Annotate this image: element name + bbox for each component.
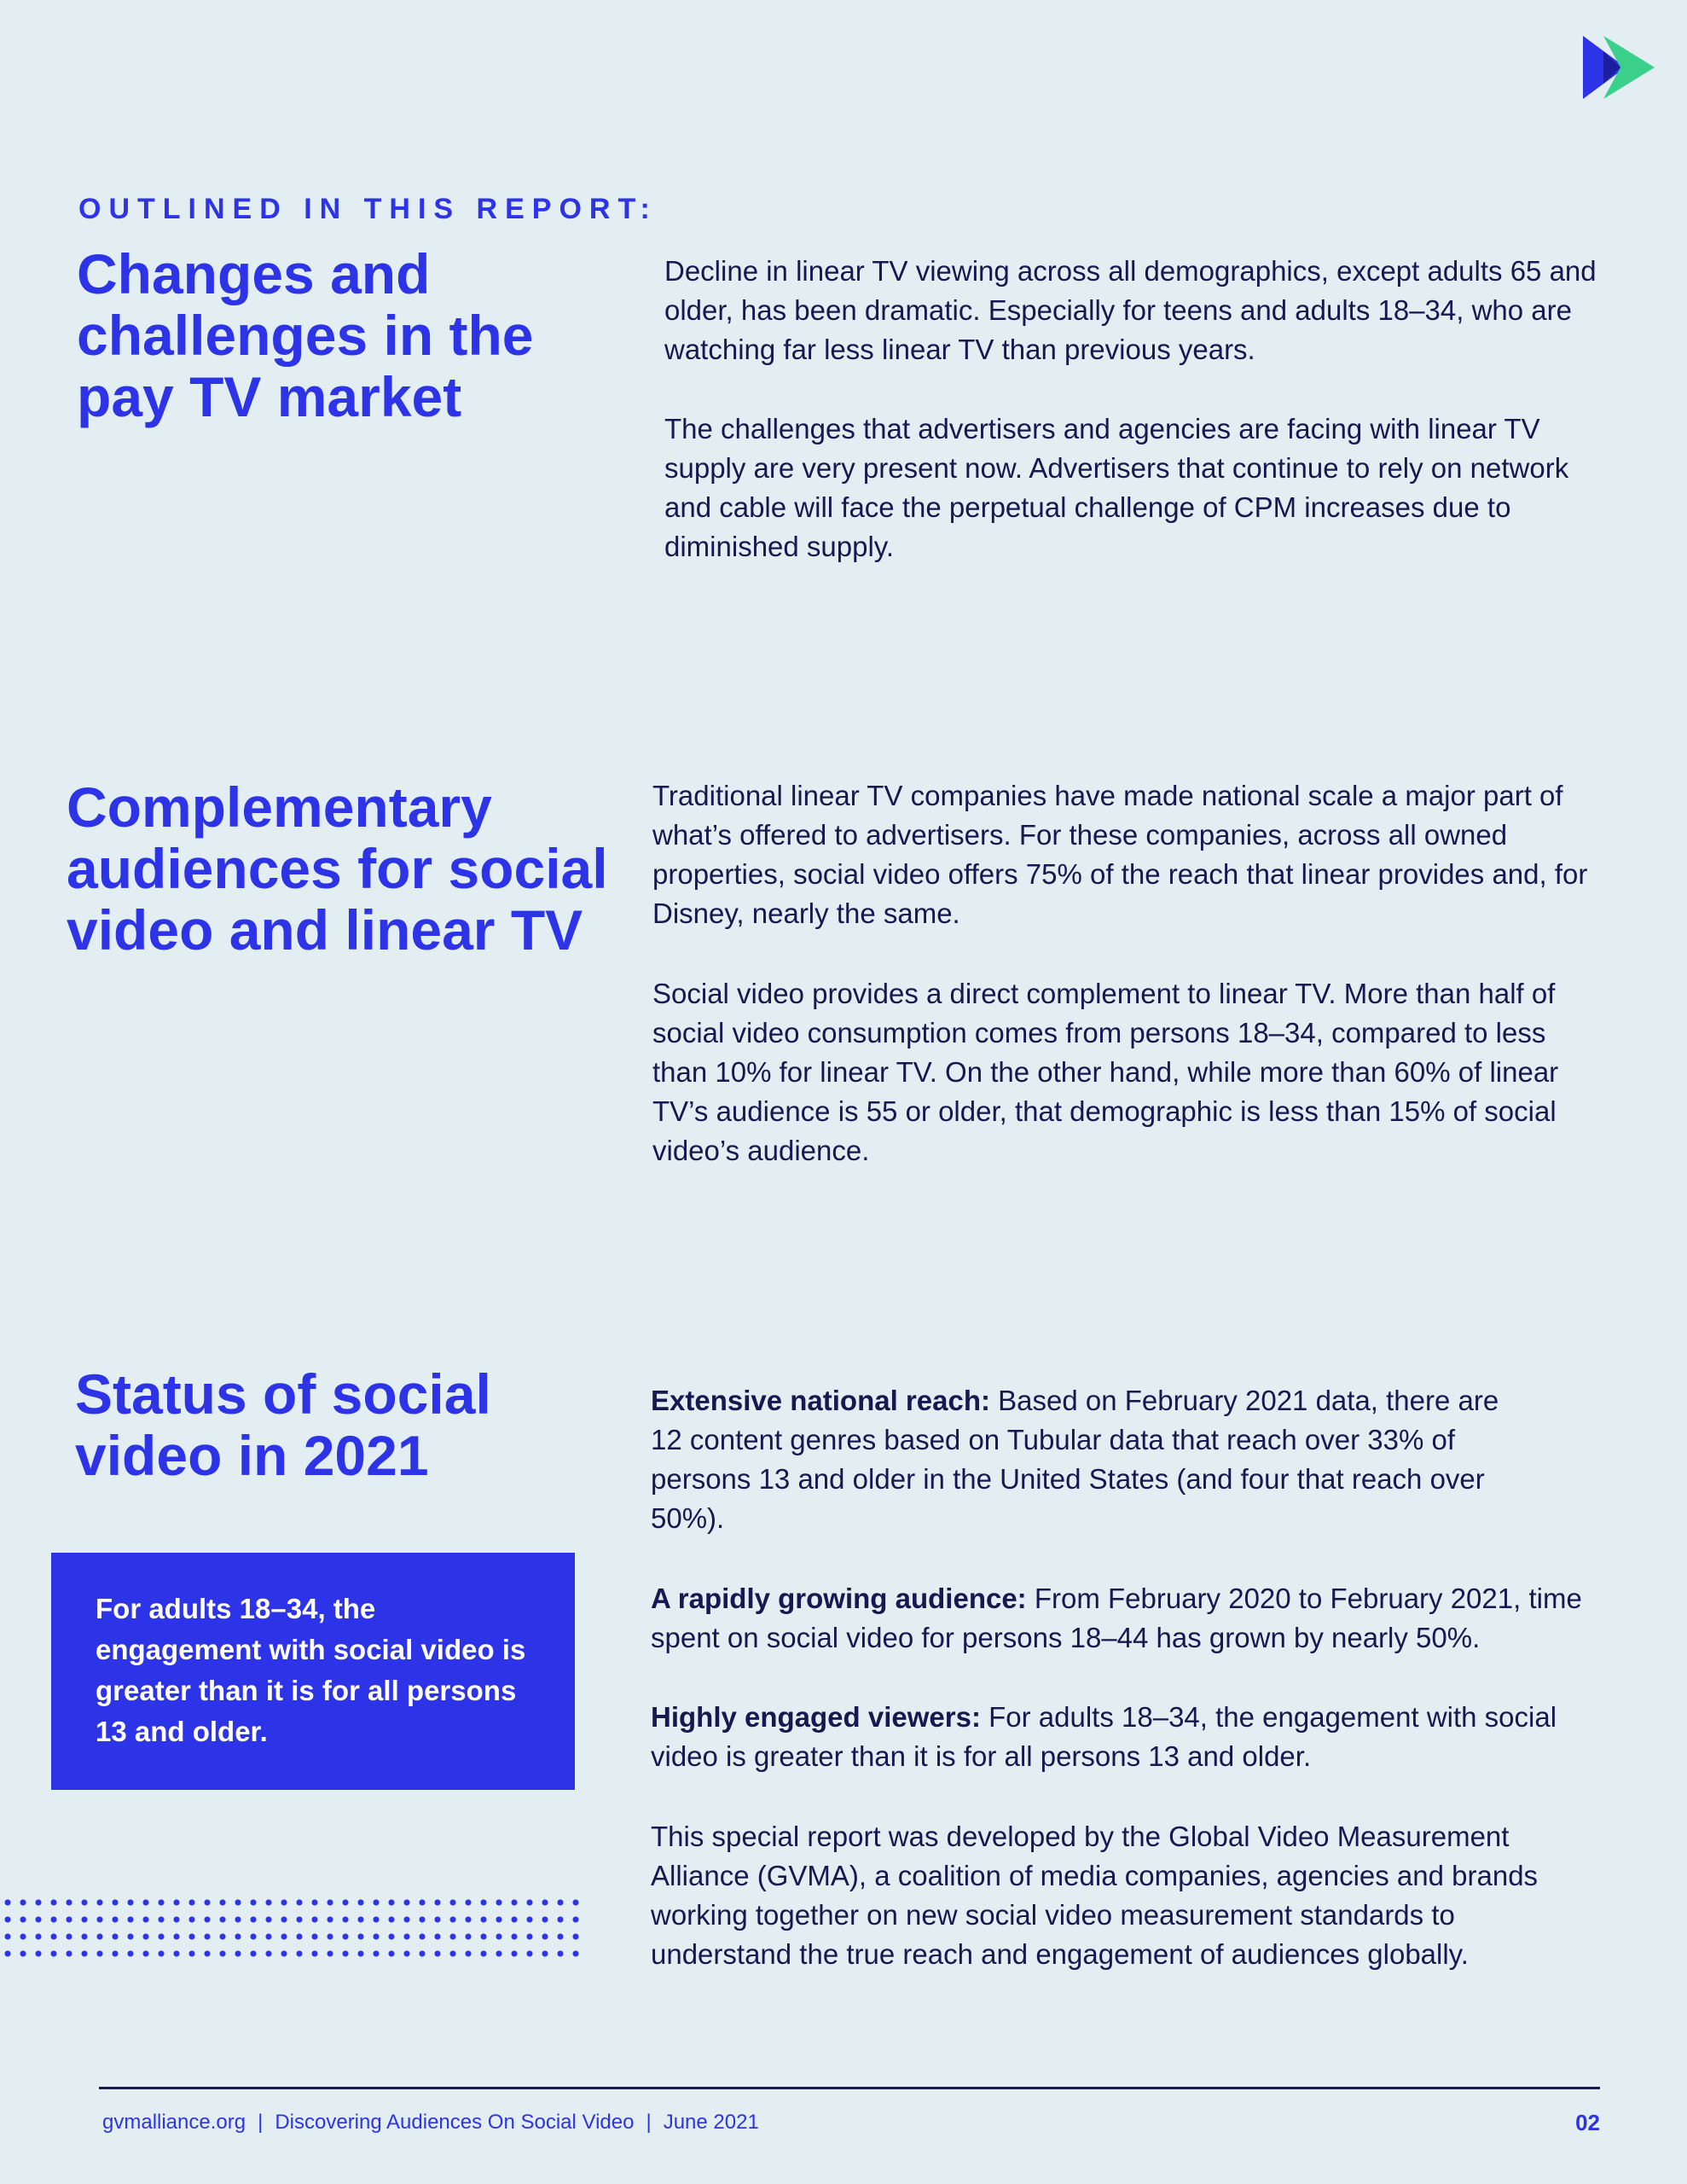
- footer-separator: |: [646, 2111, 652, 2134]
- footer-separator: |: [258, 2111, 264, 2134]
- paragraph-direct-complement: Social video provides a direct complement to linear TV. More than half of social video consumption comes from persons 18–34, compared to less than 10% for linear TV. On the other hand, while more than 60% of linear TV’s audience is 55 or older, that demographic is less than 15% of social video’s audience.: [652, 978, 1559, 1166]
- paragraph-national-scale: Traditional linear TV companies have made national scale a major part of what’s offered to advertisers. For these companies, across all owned properties, social video offers 75% of the reach that linear provides and, for Disney, nearly the same.: [652, 780, 1588, 929]
- paragraph-advertiser-challenges: The challenges that advertisers and agencies are facing with linear TV supply are very present now. Advertisers that continue to rely on network and cable will face the perpetual challenge of CPM increases due to diminished supply.: [664, 413, 1569, 562]
- paragraph-engaged-viewers: [651, 1698, 1597, 1776]
- lead-growing-audience: A rapidly growing audience:: [651, 1583, 1027, 1614]
- paragraph-gvma-about: This special report was developed by the Global Video Measurement Alliance (GVMA), a coalition of media companies, agencies and brands working together on new social video measurement standards to understand the true reach and engagement of audiences globally.: [651, 1821, 1539, 1970]
- footer-date: June 2021: [663, 2111, 759, 2134]
- footer: [102, 2107, 1600, 2138]
- footer-site-link[interactable]: gvmalliance.org: [102, 2111, 246, 2134]
- lead-national-reach: Extensive national reach:: [651, 1385, 990, 1416]
- section-heading-pay-tv: Changes and challenges in the pay TV market: [77, 242, 534, 428]
- section-heading-status-2021: Status of social video in 2021: [75, 1362, 491, 1487]
- footer-report-title: Discovering Audiences On Social Video: [275, 2111, 635, 2134]
- body-growing-audience: From February 2020 to February 2021, time spent on social video for persons 18–44 has grown by nearly 50%.: [651, 1583, 1582, 1653]
- lead-engaged-viewers: Highly engaged viewers:: [651, 1701, 981, 1733]
- callout-text: For adults 18–34, the engagement with social video is greater than it is for all persons 13 and older.: [96, 1593, 526, 1747]
- decorative-dot-pattern: [0, 1894, 580, 1967]
- page-number: 02: [1575, 2110, 1600, 2135]
- gvma-logo-icon: [1583, 36, 1655, 99]
- section-heading-complementary-audiences: Complementary audiences for social video and linear TV: [67, 775, 608, 961]
- paragraph-growing-audience: [651, 1579, 1597, 1658]
- callout-box: [51, 1553, 575, 1790]
- body-national-reach: Based on February 2021 data, there are 12 content genres based on Tubular data that reach over 33% of persons 13 and older in the United States (and four that reach over 50%).: [651, 1385, 1499, 1534]
- paragraph-linear-decline: Decline in linear TV viewing across all demographics, except adults 65 and older, has been dramatic. Especially for teens and adults 18–34, who are watching far less linear TV than previous years.: [664, 255, 1597, 365]
- body-engaged-viewers: For adults 18–34, the engagement with social video is greater than it is for all persons 13 and older.: [651, 1701, 1557, 1772]
- footer-divider: [99, 2087, 1600, 2089]
- paragraph-national-reach: [651, 1381, 1538, 1538]
- report-eyebrow: OUTLINED IN THIS REPORT:: [78, 193, 658, 225]
